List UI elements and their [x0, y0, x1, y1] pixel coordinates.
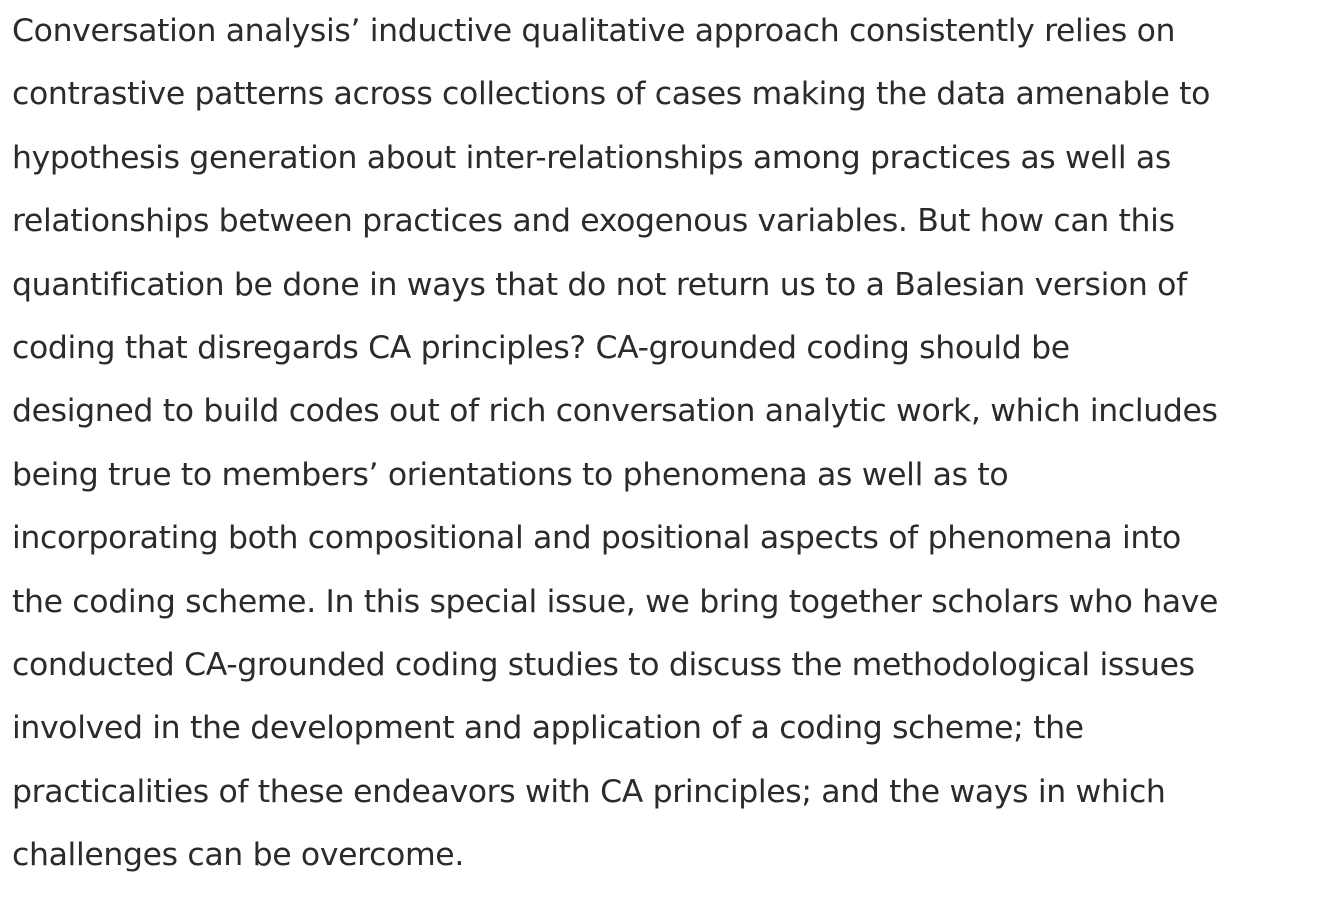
abstract-line: involved in the development and application of a coding scheme; the [12, 710, 1084, 747]
abstract-line: quantification be done in ways that do not return us to a Balesian version of [12, 266, 1187, 303]
abstract-line: conducted CA-grounded coding studies to discuss the methodological issues [12, 646, 1195, 683]
abstract-line: relationships between practices and exogenous variables. But how can this [12, 203, 1175, 240]
abstract-line: hypothesis generation about inter-relationships among practices as well as [12, 139, 1171, 176]
abstract-line: designed to build codes out of rich conversation analytic work, which includes [12, 393, 1218, 430]
abstract-line: Conversation analysis’ inductive qualitative approach consistently relies on [12, 13, 1176, 49]
abstract-line: challenges can be overcome. [12, 837, 464, 874]
abstract-line: being true to members’ orientations to phenomena as well as to [12, 456, 1009, 493]
abstract-line: incorporating both compositional and positional aspects of phenomena into [12, 520, 1181, 557]
abstract-line: contrastive patterns across collections of cases making the data amenable to [12, 76, 1211, 113]
abstract-paragraph [12, 0, 1322, 887]
abstract-line: coding that disregards CA principles? CA-grounded coding should be [12, 329, 1070, 366]
abstract-line: the coding scheme. In this special issue, we bring together scholars who have [12, 583, 1219, 620]
abstract-line: practicalities of these endeavors with CA principles; and the ways in which [12, 773, 1166, 810]
